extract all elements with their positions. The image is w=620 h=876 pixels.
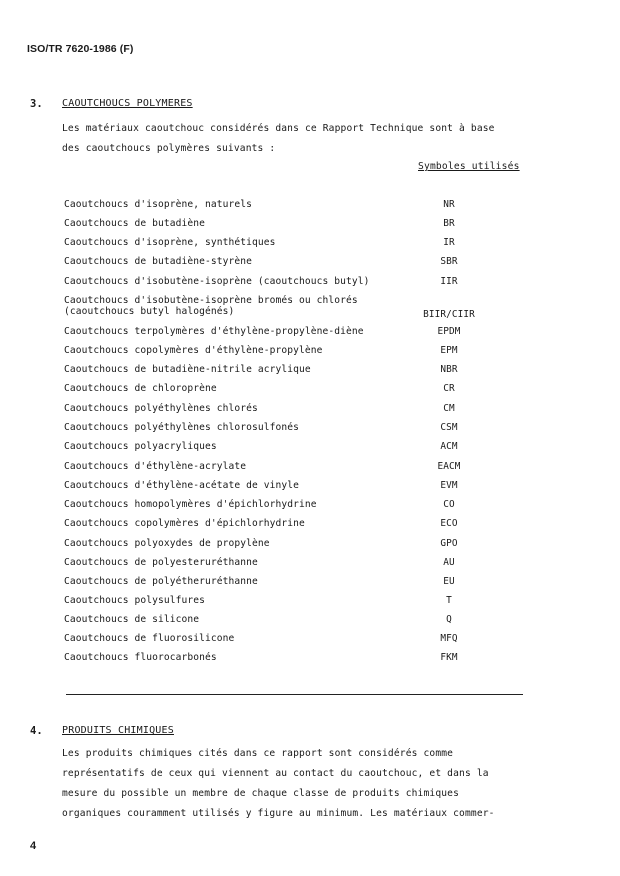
rubber-symbol: ECO	[440, 518, 458, 529]
rubber-symbol: EVM	[440, 480, 458, 491]
rubber-symbol: EACM	[437, 461, 461, 472]
rubber-name: Caoutchoucs de silicone	[64, 614, 200, 625]
document-id-header: ISO/TR 7620-1986 (F)	[27, 43, 134, 55]
paragraph-line: représentatifs de ceux qui viennent au contact du caoutchouc, et dans la	[62, 768, 489, 779]
rubber-name: Caoutchoucs d'éthylène-acrylate	[64, 461, 247, 472]
rubber-symbol: CM	[443, 403, 455, 414]
rubber-name: Caoutchoucs copolymères d'éthylène-propylène	[64, 345, 323, 356]
rubber-symbol: GPO	[440, 538, 458, 549]
rubber-symbol: SBR	[440, 256, 458, 267]
section-3-number: 3.	[30, 98, 43, 110]
rubber-name: Caoutchoucs polyoxydes de propylène	[64, 538, 270, 549]
rubber-name: Caoutchoucs de fluorosilicone	[64, 633, 235, 644]
rubber-symbol: NBR	[440, 364, 458, 375]
rubber-symbol: EPDM	[437, 326, 461, 337]
rubber-symbol: BR	[443, 218, 455, 229]
rubber-name: Caoutchoucs d'isoprène, naturels	[64, 199, 253, 210]
rubber-name: Caoutchoucs de butadiène-styrène	[64, 256, 253, 267]
rubber-name: Caoutchoucs d'isoprène, synthétiques	[64, 237, 276, 248]
page-number: 4	[30, 840, 37, 852]
rubber-name: Caoutchoucs d'isobutène-isoprène (caoutchoucs butyl)	[64, 276, 370, 287]
rubber-name: Caoutchoucs de butadiène	[64, 218, 206, 229]
paragraph-line: mesure du possible un membre de chaque classe de produits chimiques	[62, 788, 460, 799]
rubber-name: Caoutchoucs homopolymères d'épichlorhydrine	[64, 499, 317, 510]
section-3-title: CAOUTCHOUCS POLYMERES	[62, 98, 193, 109]
rubber-symbol: CO	[443, 499, 455, 510]
rubber-name: Caoutchoucs de butadiène-nitrile acrylique	[64, 364, 311, 375]
intro-line: Les matériaux caoutchouc considérés dans ce Rapport Technique sont à base	[62, 123, 495, 134]
rubber-name: Caoutchoucs de polyétheruréthanne	[64, 576, 258, 587]
symbols-column-header: Symboles utilisés	[418, 161, 520, 172]
rubber-name: Caoutchoucs terpolymères d'éthylène-propylène-diène	[64, 326, 364, 337]
rubber-symbol: BIIR/CIIR	[423, 309, 475, 320]
rubber-symbol: Q	[446, 614, 452, 625]
rubber-name: Caoutchoucs polyéthylènes chlorés	[64, 403, 258, 414]
section-4-number: 4.	[30, 725, 43, 737]
rubber-symbol: AU	[443, 557, 455, 568]
rubber-symbol: ACM	[440, 441, 458, 452]
rubber-symbol: CSM	[440, 422, 458, 433]
rubber-name: Caoutchoucs fluorocarbonés	[64, 652, 217, 663]
section-4-paragraph	[62, 744, 552, 824]
rubber-symbol: CR	[443, 383, 455, 394]
rubber-symbol: IIR	[440, 276, 458, 287]
rubber-symbol: FKM	[440, 652, 458, 663]
rubber-symbol: NR	[443, 199, 455, 210]
rubber-symbol: IR	[443, 237, 455, 248]
rubber-name: Caoutchoucs polyacryliques	[64, 441, 217, 452]
intro-line: des caoutchoucs polymères suivants :	[62, 143, 276, 154]
rubber-name: Caoutchoucs polysulfures	[64, 595, 206, 606]
rubber-name: Caoutchoucs de chloroprène	[64, 383, 217, 394]
rubber-symbol: MFQ	[440, 633, 458, 644]
rubber-name: Caoutchoucs copolymères d'épichlorhydrine	[64, 518, 305, 529]
rubber-name: Caoutchoucs d'isobutène-isoprène bromés ou chlorés (caoutchoucs butyl halogénés)	[64, 295, 358, 317]
section-4-title: PRODUITS CHIMIQUES	[62, 725, 174, 736]
rubber-symbol: EU	[443, 576, 455, 587]
rubber-name: Caoutchoucs d'éthylène-acétate de vinyle	[64, 480, 300, 491]
rubber-name: Caoutchoucs de polyesteruréthanne	[64, 557, 258, 568]
horizontal-rule	[66, 694, 523, 695]
rubber-symbol: T	[446, 595, 452, 606]
rubber-name: Caoutchoucs polyéthylènes chlorosulfonés	[64, 422, 300, 433]
rubber-symbol: EPM	[440, 345, 458, 356]
paragraph-line: organiques couramment utilisés y figure au minimum. Les matériaux commer-	[62, 808, 495, 819]
paragraph-line: Les produits chimiques cités dans ce rapport sont considérés comme	[62, 748, 454, 759]
